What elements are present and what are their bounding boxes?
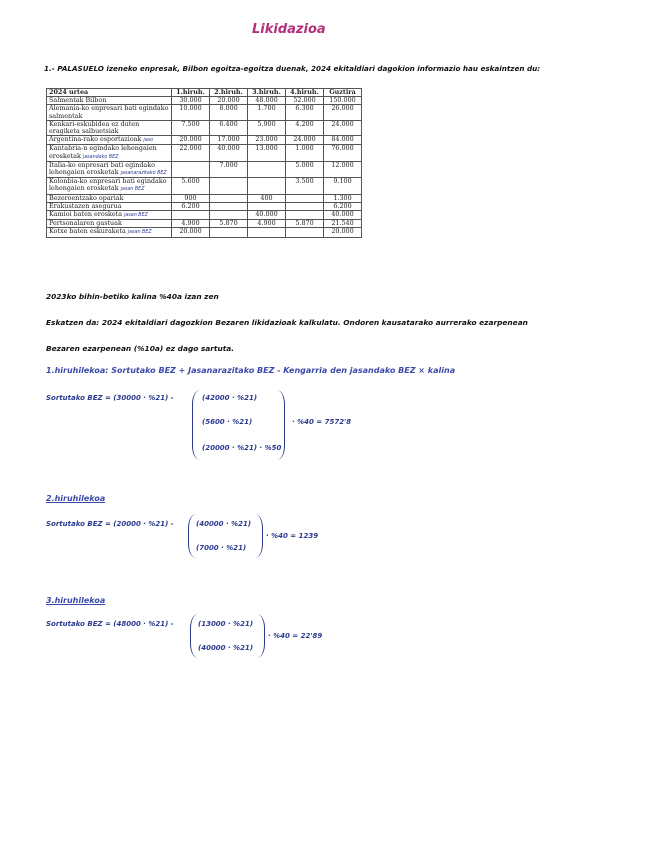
table-cell: 7.000 bbox=[210, 161, 248, 177]
table-header: 3.hiruh. bbox=[248, 89, 286, 97]
formula-item: (40000 · %21) bbox=[196, 520, 252, 528]
table-cell: 400 bbox=[248, 194, 286, 202]
row-label: Kotxe baten eskuraketa bbox=[49, 227, 126, 236]
bracket-right bbox=[256, 614, 265, 658]
formula-item: (13000 · %21) bbox=[198, 620, 254, 628]
row-label: Kamioi baten erosketa bbox=[49, 210, 123, 219]
table-cell: 30.000 bbox=[172, 97, 210, 105]
table-cell bbox=[210, 194, 248, 202]
section-heading-q2: 2.hiruhilekoa bbox=[46, 494, 106, 503]
table-cell: 48.000 bbox=[248, 97, 286, 105]
row-label-cell bbox=[47, 161, 172, 177]
table-cell: 5.900 bbox=[248, 120, 286, 135]
bracket-left bbox=[192, 390, 201, 460]
table-cell: 40.000 bbox=[248, 211, 286, 220]
table-cell bbox=[286, 228, 324, 237]
table-cell: 24.000 bbox=[286, 136, 324, 145]
table-cell: 52.000 bbox=[286, 97, 324, 105]
row-label-cell bbox=[47, 105, 172, 120]
table-cell: 24.000 bbox=[324, 120, 362, 135]
row-label: Erakustazen asegurua bbox=[49, 201, 122, 210]
table-cell: 84.000 bbox=[324, 136, 362, 145]
table-row bbox=[47, 178, 362, 194]
bracket-right bbox=[276, 390, 285, 460]
section-heading-q1: 1.hiruhilekoa: Sortutako BEZ + Jasanarazitako BEZ - Kengarria den jasandako BEZ × kalina bbox=[46, 366, 456, 375]
formula-item: (40000 · %21) bbox=[198, 644, 254, 652]
handwritten-annotation: jasan BEZ bbox=[124, 213, 148, 219]
table-header: 4.hiruh. bbox=[286, 89, 324, 97]
table-cell bbox=[286, 194, 324, 202]
formula-left-q2: Sortutako BEZ = (20000 · %21) - bbox=[46, 520, 174, 528]
table-cell: 6.200 bbox=[172, 202, 210, 210]
table-row bbox=[47, 145, 362, 161]
table-cell: 12.000 bbox=[324, 161, 362, 177]
table-header: 2024 urtea bbox=[47, 89, 172, 97]
data-table bbox=[46, 88, 362, 238]
table-cell: 8.000 bbox=[210, 105, 248, 120]
table-cell bbox=[248, 228, 286, 237]
row-label-cell bbox=[47, 228, 172, 237]
formula-item: (42000 · %21) bbox=[202, 394, 258, 402]
formula-result-q3: · %40 = 22'89 bbox=[268, 632, 323, 640]
table-cell bbox=[248, 178, 286, 194]
table-cell: 40.000 bbox=[324, 211, 362, 220]
formula-result-q2: · %40 = 1239 bbox=[266, 532, 319, 540]
row-label: Bezeroentzako opariak bbox=[49, 193, 124, 202]
table-cell: 5.870 bbox=[210, 220, 248, 228]
table-cell: 76.000 bbox=[324, 145, 362, 161]
row-label-cell bbox=[47, 178, 172, 194]
row-label: Italia-ko enpresari bati egindako lehengaien erosketak bbox=[49, 160, 155, 177]
table-cell: 4.200 bbox=[286, 120, 324, 135]
table-cell: 20.000 bbox=[324, 228, 362, 237]
table-cell bbox=[210, 202, 248, 210]
page-title: Likidazioa bbox=[252, 22, 326, 37]
row-label-cell bbox=[47, 145, 172, 161]
table-cell: 20.000 bbox=[172, 136, 210, 145]
table-row bbox=[47, 161, 362, 177]
table-cell: 17.000 bbox=[210, 136, 248, 145]
table-cell: 6.300 bbox=[286, 105, 324, 120]
handwritten-annotation: jasan BEZ bbox=[127, 230, 152, 236]
handwritten-annotation: jasan BEZ bbox=[120, 187, 145, 193]
table-header: 1.hiruh. bbox=[172, 89, 210, 97]
formula-result-q1: · %40 = 7572'8 bbox=[292, 418, 352, 426]
table-cell: 4.900 bbox=[248, 220, 286, 228]
section-heading-q3: 3.hiruhilekoa bbox=[46, 596, 106, 605]
row-label: Kantabria-n egindako lehengaien erosketak bbox=[49, 144, 157, 160]
table-cell: 23.000 bbox=[248, 136, 286, 145]
table-header: 2.hiruh. bbox=[210, 89, 248, 97]
table-cell: 900 bbox=[172, 194, 210, 202]
table-cell bbox=[172, 161, 210, 177]
table-cell: 5.870 bbox=[286, 220, 324, 228]
table-cell bbox=[210, 228, 248, 237]
row-label: Pertsonalaren gastuak bbox=[49, 219, 122, 228]
table-cell: 13.000 bbox=[248, 145, 286, 161]
formula-item: (5600 · %21) bbox=[202, 418, 253, 426]
task-statement: Eskatzen da: 2024 ekitaldiari dagozkion Bezaren likidazioak kalkulatu. Ondoren kausatarako aurrerako ezarpenean bbox=[46, 318, 528, 327]
table-cell: 5.600 bbox=[172, 178, 210, 194]
row-label: Kenkari-eskubidea ez duten eragiketa salbuetsiak bbox=[49, 119, 140, 136]
table-cell: 3.500 bbox=[286, 178, 324, 194]
table-row bbox=[47, 120, 362, 135]
row-label: Alemania-ko enpresari bati egindako salmentak bbox=[49, 104, 169, 120]
row-label: Kolonbia-ko enpresari bati egindako lehengaien erosketak bbox=[49, 177, 167, 193]
formula-item: (20000 · %21) · %50 bbox=[202, 444, 282, 452]
table-cell: 1.300 bbox=[324, 194, 362, 202]
table-header: Guztira bbox=[324, 89, 362, 97]
row-label: Salmentak Bilbon bbox=[49, 96, 107, 105]
table-row bbox=[47, 228, 362, 237]
table-cell: 20.000 bbox=[210, 97, 248, 105]
table-row bbox=[47, 105, 362, 120]
table-cell: 21.540 bbox=[324, 220, 362, 228]
table-cell: 22.000 bbox=[172, 145, 210, 161]
table-cell: 40.000 bbox=[210, 145, 248, 161]
table-cell: 4.900 bbox=[172, 220, 210, 228]
table-cell: 6.400 bbox=[210, 120, 248, 135]
handwritten-annotation: jasanarazitako BEZ bbox=[120, 171, 167, 177]
handwritten-annotation: jaso bbox=[143, 138, 154, 144]
table-cell: 9.100 bbox=[324, 178, 362, 194]
table-cell bbox=[210, 178, 248, 194]
table-cell: 1.000 bbox=[286, 145, 324, 161]
row-label-cell bbox=[47, 120, 172, 135]
table-cell: 150.000 bbox=[324, 97, 362, 105]
table-cell bbox=[248, 161, 286, 177]
handwritten-annotation: jasandako BEZ bbox=[82, 154, 119, 160]
table-cell bbox=[286, 202, 324, 210]
note-kalina: 2023ko bihin-betiko kalina %40a izan zen bbox=[46, 292, 219, 301]
formula-left-q1: Sortutako BEZ = (30000 · %21) - bbox=[46, 394, 174, 402]
bracket-right bbox=[254, 514, 263, 558]
table-cell: 10.000 bbox=[172, 105, 210, 120]
row-label: Argentina-rako esportazioak bbox=[49, 135, 142, 144]
table-cell: 7.500 bbox=[172, 120, 210, 135]
table-cell: 1.700 bbox=[248, 105, 286, 120]
table-cell: 5.000 bbox=[286, 161, 324, 177]
table-cell: 26.000 bbox=[324, 105, 362, 120]
table-cell: 20.000 bbox=[172, 228, 210, 237]
formula-left-q3: Sortutako BEZ = (48000 · %21) - bbox=[46, 620, 174, 628]
table-cell: 6.200 bbox=[324, 202, 362, 210]
task-statement-cont: Bezaren ezarpenean (%10a) ez dago sartuta. bbox=[46, 344, 235, 353]
formula-item: (7000 · %21) bbox=[196, 544, 247, 552]
intro-text: 1.- PALASUELO izeneko enpresak, Bilbon egoitza-egoitza duenak, 2024 ekitaldiari dagokion informazio hau eskaintzen du: bbox=[44, 64, 541, 73]
